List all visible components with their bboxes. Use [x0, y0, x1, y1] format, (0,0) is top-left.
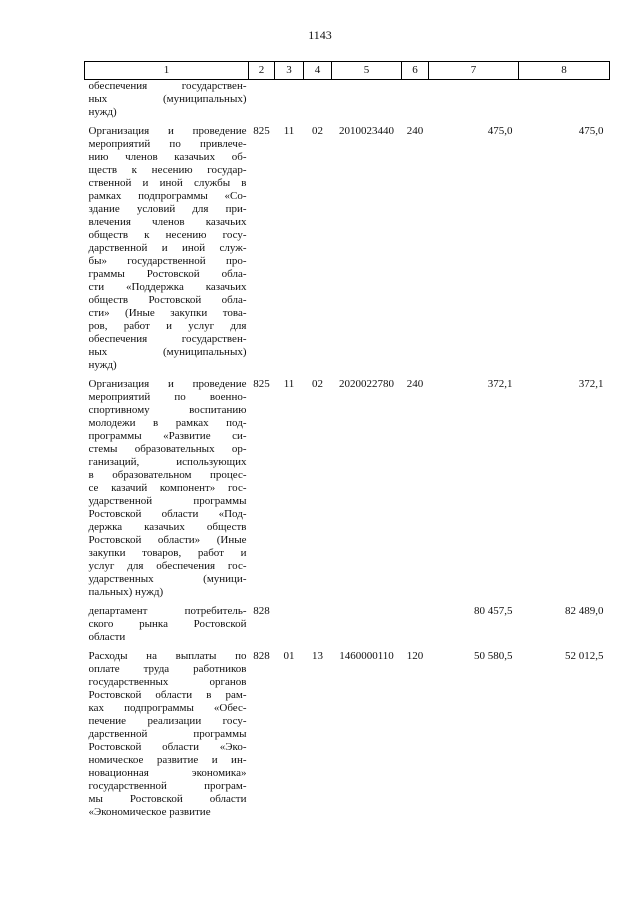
col-header-1: 1	[85, 62, 249, 80]
row-description	[85, 650, 249, 819]
text-line: ных (муниципальных)	[88, 346, 247, 358]
ved-code: 828	[253, 650, 270, 662]
text-line: государственной програм-	[88, 780, 247, 792]
text-line: программы «Развитие си-	[88, 430, 247, 442]
expense-type-code: 240	[406, 125, 424, 137]
target-article-code: 2010023440	[339, 125, 394, 137]
expense-type-code: 120	[406, 650, 424, 662]
text-line: Ростовской области «Под-	[88, 508, 247, 520]
amount-year-2: 52 012,5	[565, 650, 604, 662]
text-line: услуг для обеспечения гос-	[88, 560, 247, 572]
expense-type-code: 240	[406, 378, 424, 390]
text-line: закупки товаров, работ и	[88, 547, 247, 559]
page-number: 1143	[308, 28, 332, 42]
text-line: Организация и проведение	[88, 125, 247, 137]
text-line: ственной и иной службы в	[88, 177, 247, 189]
continuation-text	[85, 80, 249, 120]
table-row-continuation	[85, 80, 610, 120]
target-article-code: 2020022780	[339, 378, 394, 390]
text-line: здание условий для при-	[88, 203, 247, 215]
text-line: сти «Поддержка казачьих	[88, 281, 247, 293]
row-description	[85, 378, 249, 599]
text-line: области	[88, 631, 126, 643]
col-header-4: 4	[304, 62, 332, 80]
amount-year-1: 80 457,5	[474, 605, 513, 617]
text-line: ках подпрограммы «Обес-	[88, 702, 247, 714]
amount-year-2: 475,0	[578, 125, 604, 137]
amount-year-1: 475,0	[487, 125, 513, 137]
text-line: бы» государственной про-	[88, 255, 247, 267]
text-line: нужд)	[88, 359, 117, 371]
amount-year-2: 82 489,0	[565, 605, 604, 617]
col-header-8: 8	[519, 62, 610, 80]
text-line: дарственной и иной служ-	[88, 242, 247, 254]
table-row	[85, 650, 610, 819]
text-line: нужд)	[88, 106, 117, 118]
col-header-3: 3	[275, 62, 304, 80]
text-line: пальных) нужд)	[88, 586, 164, 598]
text-line: граммы Ростовской обла-	[88, 268, 247, 280]
text-line: номическое развитие и ин-	[88, 754, 247, 766]
text-line: влечения членов казачьих	[88, 216, 247, 228]
amount-year-1: 372,1	[487, 378, 513, 390]
ved-code: 828	[253, 605, 270, 617]
text-line: в образовательном процес-	[88, 469, 247, 481]
target-article-code	[332, 605, 402, 644]
col-header-5: 5	[332, 62, 402, 80]
text-line: ров, работ и услуг для	[88, 320, 247, 332]
ved-code: 825	[253, 125, 270, 137]
text-line: обеспечения государствен-	[88, 80, 247, 92]
table-row	[85, 378, 610, 599]
text-line: ударственных (муници-	[88, 573, 247, 585]
table-header-row	[85, 62, 610, 80]
text-line: государственных органов	[88, 676, 247, 688]
text-line: Ростовской области «Эко-	[88, 741, 247, 753]
budget-table	[84, 61, 610, 819]
amount-year-1: 50 580,5	[474, 650, 513, 662]
section-code	[275, 605, 304, 644]
text-line: «Экономическое развитие	[88, 806, 211, 818]
target-article-code: 1460000110	[339, 650, 394, 662]
col-header-6: 6	[402, 62, 429, 80]
text-line: рамках подпрограммы «Со-	[88, 190, 247, 202]
text-line: департамент потребитель-	[88, 605, 247, 617]
text-line: мы Ростовской области	[88, 793, 247, 805]
text-line: обществ к несению госу-	[88, 229, 247, 241]
text-line: обеспечения государствен-	[88, 333, 247, 345]
amount-year-2: 372,1	[578, 378, 604, 390]
text-line: молодежи в рамках под-	[88, 417, 247, 429]
table-row	[85, 605, 610, 644]
text-line: дарственной программы	[88, 728, 247, 740]
text-line: ществ к несению государ-	[88, 164, 247, 176]
subsection-code: 02	[312, 125, 323, 137]
text-line: мероприятий по военно-	[88, 391, 247, 403]
col-header-2: 2	[249, 62, 275, 80]
section-code: 11	[283, 125, 295, 137]
table-row	[85, 125, 610, 372]
text-line: ных (муниципальных)	[88, 93, 247, 105]
text-line: ударственной программы	[88, 495, 247, 507]
text-line: Ростовской области в рам-	[88, 689, 247, 701]
text-line: се казачий компонент» гос-	[88, 482, 247, 494]
text-line: ского рынка Ростовской	[88, 618, 247, 630]
text-line: Ростовской области» (Иные	[88, 534, 247, 546]
text-line: нию членов казачьих об-	[88, 151, 247, 163]
text-line: новационная экономика»	[88, 767, 247, 779]
subsection-code	[304, 605, 332, 644]
text-line: печение реализации госу-	[88, 715, 247, 727]
row-description	[85, 125, 249, 372]
text-line: спортивному воспитанию	[88, 404, 247, 416]
expense-type-code	[402, 605, 429, 644]
subsection-code: 02	[312, 378, 323, 390]
section-code: 01	[283, 650, 295, 662]
text-line: ганизаций, использующих	[88, 456, 247, 468]
text-line: стемы образовательных ор-	[88, 443, 247, 455]
text-line: сти» (Иные закупки това-	[88, 307, 247, 319]
subsection-code: 13	[312, 650, 323, 662]
section-code: 11	[283, 378, 295, 390]
text-line: держка казачьих обществ	[88, 521, 247, 533]
col-header-7: 7	[429, 62, 519, 80]
ved-code: 825	[253, 378, 270, 390]
text-line: мероприятий по привлече-	[88, 138, 247, 150]
text-line: Организация и проведение	[88, 378, 247, 390]
text-line: обществ Ростовской обла-	[88, 294, 247, 306]
text-line: Расходы на выплаты по	[88, 650, 247, 662]
row-description	[85, 605, 249, 644]
text-line: оплате труда работников	[88, 663, 247, 675]
